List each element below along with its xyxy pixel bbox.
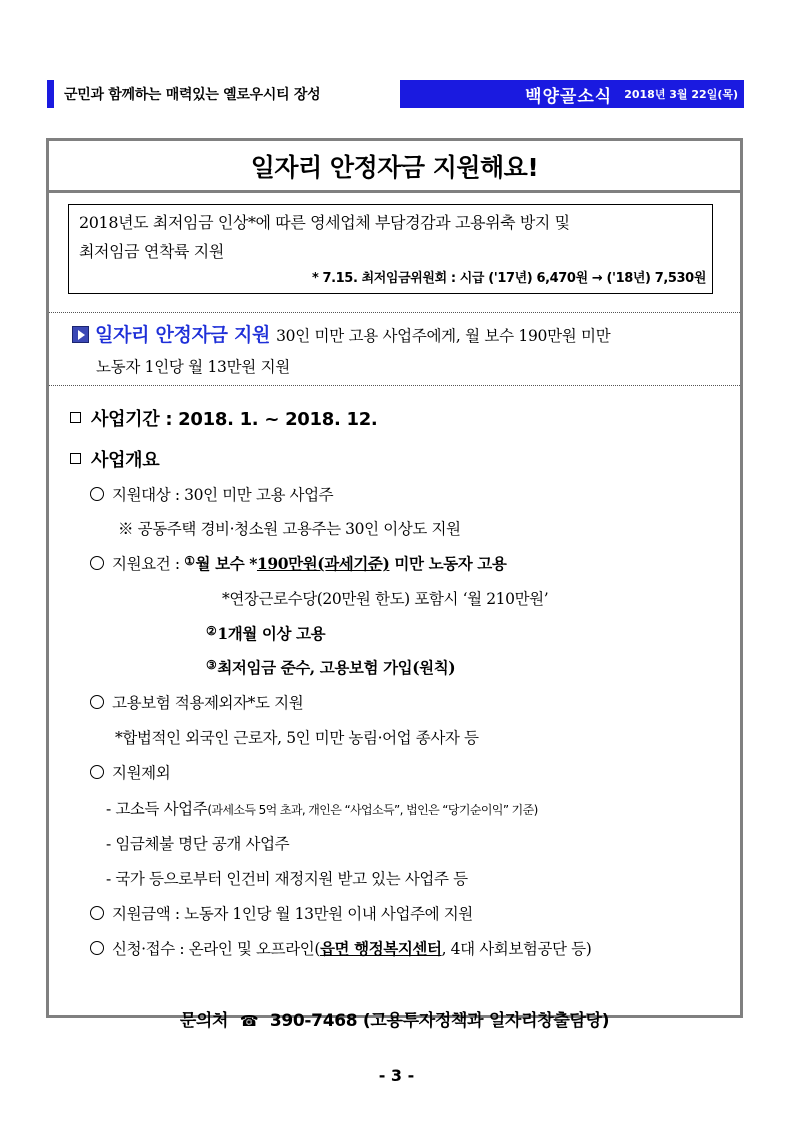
section-period-label: 사업기간 : 2018. 1. ~ 2018. 12. xyxy=(91,409,378,430)
apply-text-c: , 4대 사회보험공단 등) xyxy=(441,940,592,958)
item-exclusion-text: 지원제외 xyxy=(112,764,171,782)
item-exclusion xyxy=(90,761,170,783)
contact-phone: 390-7468 xyxy=(269,1011,358,1031)
req3-text: 최저임금 준수, 고용보험 가입(원칙) xyxy=(217,658,456,677)
item-amount-text: 지원금액 : 노동자 1인당 월 13만원 이내 사업주에 지원 xyxy=(112,905,473,923)
exclusion-3: - 국가 등으로부터 인건비 재정지원 받고 있는 사업주 등 xyxy=(106,870,468,888)
req1-text-c: 미만 노동자 고용 xyxy=(389,554,507,573)
circle-bullet-icon xyxy=(90,556,104,570)
header-slogan: 군민과 함께하는 매력있는 옐로우시티 장성 xyxy=(64,87,321,103)
circle-bullet-icon xyxy=(90,941,104,955)
section-period xyxy=(70,405,377,431)
circle-bullet-icon xyxy=(90,695,104,709)
item-insurance xyxy=(90,691,303,713)
item-target xyxy=(90,483,333,505)
highlight-title: 일자리 안정자금 지원 xyxy=(95,324,271,346)
highlight-text-2: 노동자 1인당 월 13만원 지원 xyxy=(96,358,290,376)
header-brand-banner xyxy=(400,80,744,108)
highlight-block xyxy=(72,320,732,383)
req1-text-a: 월 보수 * xyxy=(195,554,257,573)
exclusion-1 xyxy=(106,797,538,819)
item-amount xyxy=(90,902,473,924)
page-title: 일자리 안정자금 지원해요! xyxy=(250,152,539,182)
req1-note: *연장근로수당(20만원 한도) 포함시 ‘월 210만원’ xyxy=(222,590,549,608)
intro-footnote: * 7.15. 최저임금위원회 : 시급 ('17년) 6,470원 → ('18년) 7,530원 xyxy=(311,271,706,286)
circle-bullet-icon xyxy=(90,487,104,501)
req3-number: ③ xyxy=(206,658,217,672)
circle-bullet-icon xyxy=(90,765,104,779)
req2 xyxy=(206,622,325,644)
checkbox-bullet-icon xyxy=(70,453,81,464)
intro-box xyxy=(68,204,713,294)
section-overview xyxy=(70,446,159,472)
section-overview-label: 사업개요 xyxy=(91,450,160,471)
article-frame xyxy=(46,138,743,1031)
divider-bottom xyxy=(49,385,740,386)
divider-top xyxy=(49,312,740,313)
req1-number: ① xyxy=(184,554,195,568)
intro-line-1: 2018년도 최저임금 인상*에 따른 영세업체 부담경감과 고용위축 방지 및 xyxy=(79,213,570,232)
exclusion-1-detail: (과세소득 5억 초과, 개인은 “사업소득”, 법인은 “당기순이익” 기준) xyxy=(207,803,538,817)
circle-bullet-icon xyxy=(90,906,104,920)
play-arrow-icon xyxy=(72,326,89,343)
exclusion-1-main: - 고소득 사업주 xyxy=(106,800,208,818)
checkbox-bullet-icon xyxy=(70,412,81,423)
req-label: 지원요건 : xyxy=(112,555,180,573)
req3 xyxy=(206,656,455,678)
item-target-text: 지원대상 : 30인 미만 고용 사업주 xyxy=(112,486,334,504)
highlight-text-1: 30인 미만 고용 사업주에게, 월 보수 190만원 미만 xyxy=(276,327,611,345)
telephone-icon: ☎ xyxy=(239,1012,259,1030)
newsletter-name: 백양골소식 xyxy=(525,86,613,107)
exclusion-2: - 임금체불 명단 공개 사업주 xyxy=(106,835,290,853)
contact-label: 문의처 xyxy=(179,1011,229,1031)
item-target-note: ※ 공동주택 경비·청소원 고용주는 30인 이상도 지원 xyxy=(118,520,461,538)
item-insurance-text: 고용보험 적용제외자*도 지원 xyxy=(112,694,304,712)
req2-text: 1개월 이상 고용 xyxy=(217,624,326,643)
req1-text-b: 190만원(과세기준) xyxy=(256,554,390,573)
item-requirements xyxy=(90,552,506,574)
intro-line-2: 최저임금 연착륙 지원 xyxy=(79,242,224,261)
apply-text-b: 읍면 행정복지센터 xyxy=(319,939,442,958)
contact-department: (고용투자정책과 일자리창출담당) xyxy=(362,1011,610,1031)
item-application xyxy=(90,937,591,959)
header-accent-bar xyxy=(47,80,54,108)
page-number: - 3 - xyxy=(378,1066,415,1085)
item-insurance-note: *합법적인 외국인 근로자, 5인 미만 농림·어업 종사자 등 xyxy=(115,729,479,747)
title-row xyxy=(49,141,740,193)
contact-line xyxy=(49,1006,740,1031)
apply-text-a: 신청·접수 : 온라인 및 오프라인( xyxy=(112,940,320,958)
req2-number: ② xyxy=(206,624,217,638)
issue-date: 2018년 3월 22일(목) xyxy=(624,88,738,101)
